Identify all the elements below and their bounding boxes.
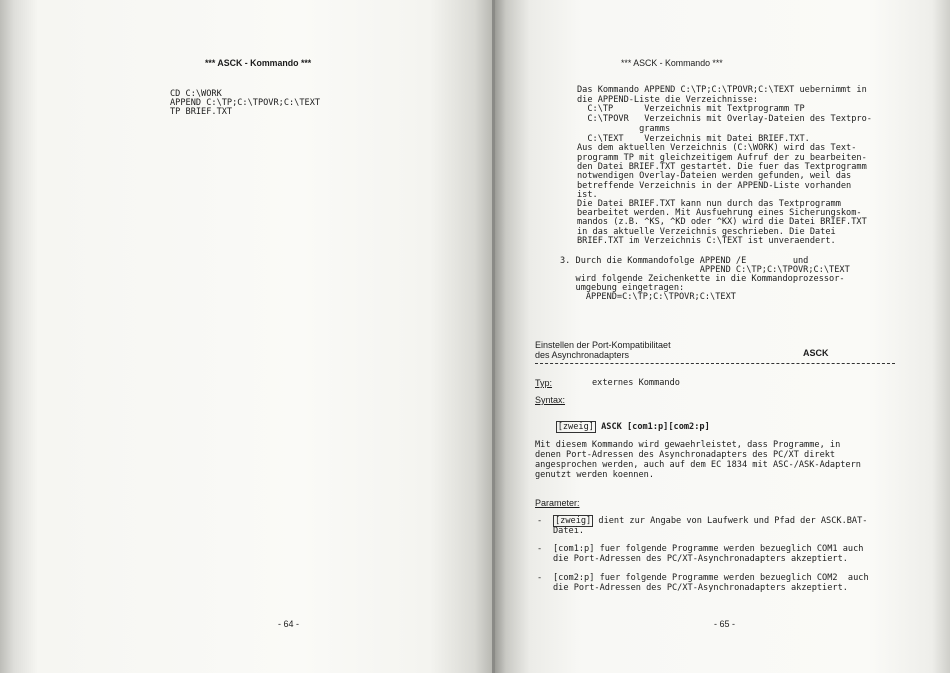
right-page <box>492 0 950 673</box>
param-2-line-2: die Port-Adressen des PC/XT-Asynchronadapters akzeptiert. <box>553 554 848 564</box>
right-page-number: - 65 - <box>714 619 736 629</box>
param-2-text: fuer folgende Programme werden bezueglich COM1 auch <box>594 544 864 554</box>
para1-line-16: in das aktuelle Verzeichnis geschrieben. Die Datei <box>577 227 836 237</box>
param-3-line-2: die Port-Adressen des PC/XT-Asynchronadapters akzeptiert. <box>553 583 848 593</box>
left-page-header: *** ASCK - Kommando *** <box>205 58 312 68</box>
item3-line-4: umgebung eingetragen: <box>560 283 685 293</box>
syntax-label: Syntax: <box>535 395 566 405</box>
para1-line-8: programm TP mit gleichzeitigem Aufruf der zu bearbeiten- <box>577 153 867 163</box>
description-line-2: denen Port-Adressen des Asynchronadapters des PC/XT direkt <box>535 450 836 460</box>
item3-line-5: APPEND=C:\TP;C:\TPOVR;C:\TEXT <box>560 292 736 302</box>
syntax-command: ASCK [com1:p][com2:p] <box>595 421 710 432</box>
example-line-2: APPEND C:\TP;C:\TPOVR;C:\TEXT <box>170 98 321 108</box>
para1-line-12: ist. <box>577 190 598 200</box>
para1-line-3: C:\TP Verzeichnis mit Textprogramm TP <box>577 104 805 114</box>
param-1-name: [zweig] <box>555 516 592 526</box>
param-2-name: [com1:p] <box>553 544 595 554</box>
param-3-dash: - <box>537 573 543 583</box>
description-line-3: angesprochen werden, auch auf dem EC 1834 mit ASC-/ASK-Adaptern <box>535 460 861 470</box>
section-command-name: ASCK <box>803 348 829 358</box>
param-1-text: dient zur Angabe von Laufwerk und Pfad der ASCK.BAT- <box>593 516 868 526</box>
item3-line-2: APPEND C:\TP;C:\TPOVR;C:\TEXT <box>560 265 850 275</box>
param-2-dash: - <box>537 544 543 554</box>
param-3-text: fuer folgende Programme werden bezueglich COM2 auch <box>594 573 869 583</box>
para1-line-10: notwendigen Overlay-Dateien werden gefunden, weil das <box>577 171 852 181</box>
typ-label: Typ: <box>535 378 553 388</box>
section-title-line-1: Einstellen der Port-Kompatibilitaet <box>535 340 671 350</box>
typ-value: externes Kommando <box>592 378 680 388</box>
param-3-name: [com2:p] <box>553 573 595 583</box>
left-page-number: - 64 - <box>278 619 300 629</box>
para1-line-17: BRIEF.TXT im Verzeichnis C:\TEXT ist unveraendert. <box>577 236 836 246</box>
para1-line-14: bearbeitet werden. Mit Ausfuehrung eines Sicherungskom- <box>577 208 862 218</box>
para1-line-9: den Datei BRIEF.TXT gestartet. Die fuer das Textprogramm <box>577 162 867 172</box>
description-line-4: genutzt werden koennen. <box>535 470 654 480</box>
right-page-header: *** ASCK - Kommando *** <box>621 58 723 68</box>
page-gutter <box>492 0 495 673</box>
para1-line-1: Das Kommando APPEND C:\TP;C:\TPOVR;C:\TEXT uebernimmt in <box>577 85 867 95</box>
param-1-line-2: Datei. <box>553 526 585 536</box>
param-1-line-1 <box>553 517 867 527</box>
section-divider <box>535 363 895 364</box>
syntax-zweig-option: [zweig] <box>557 421 594 432</box>
para1-line-15: mandos (z.B. ^KS, ^KD oder ^KX) wird die Datei BRIEF.TXT <box>577 217 867 227</box>
example-line-1: CD C:\WORK <box>170 89 222 99</box>
section-title-line-2: des Asynchronadapters <box>535 350 630 360</box>
para1-line-11: betreffende Verzeichnis in der APPEND-Liste vorhanden <box>577 181 852 191</box>
parameter-label: Parameter: <box>535 498 580 508</box>
para1-line-6: C:\TEXT Verzeichnis mit Datei BRIEF.TXT. <box>577 134 810 144</box>
example-line-3: TP BRIEF.TXT <box>170 107 233 117</box>
item3-line-1: 3. Durch die Kommandofolge APPEND /E und <box>560 256 809 266</box>
para1-line-2: die APPEND-Liste die Verzeichnisse: <box>577 95 759 105</box>
para1-line-4: C:\TPOVR Verzeichnis mit Overlay-Dateien des Textpro- <box>577 114 872 124</box>
para1-line-7: Aus dem aktuellen Verzeichnis (C:\WORK) wird das Text- <box>577 143 857 153</box>
para1-line-5: gramms <box>577 124 671 134</box>
param-1-dash: - <box>537 516 543 526</box>
para1-line-13: Die Datei BRIEF.TXT kann nun durch das Textprogramm <box>577 199 841 209</box>
description-line-1: Mit diesem Kommando wird gewaehrleistet, dass Programme, in <box>535 440 841 450</box>
item3-line-3: wird folgende Zeichenkette in die Kommandoprozessor- <box>560 274 845 284</box>
syntax-line <box>535 413 710 443</box>
